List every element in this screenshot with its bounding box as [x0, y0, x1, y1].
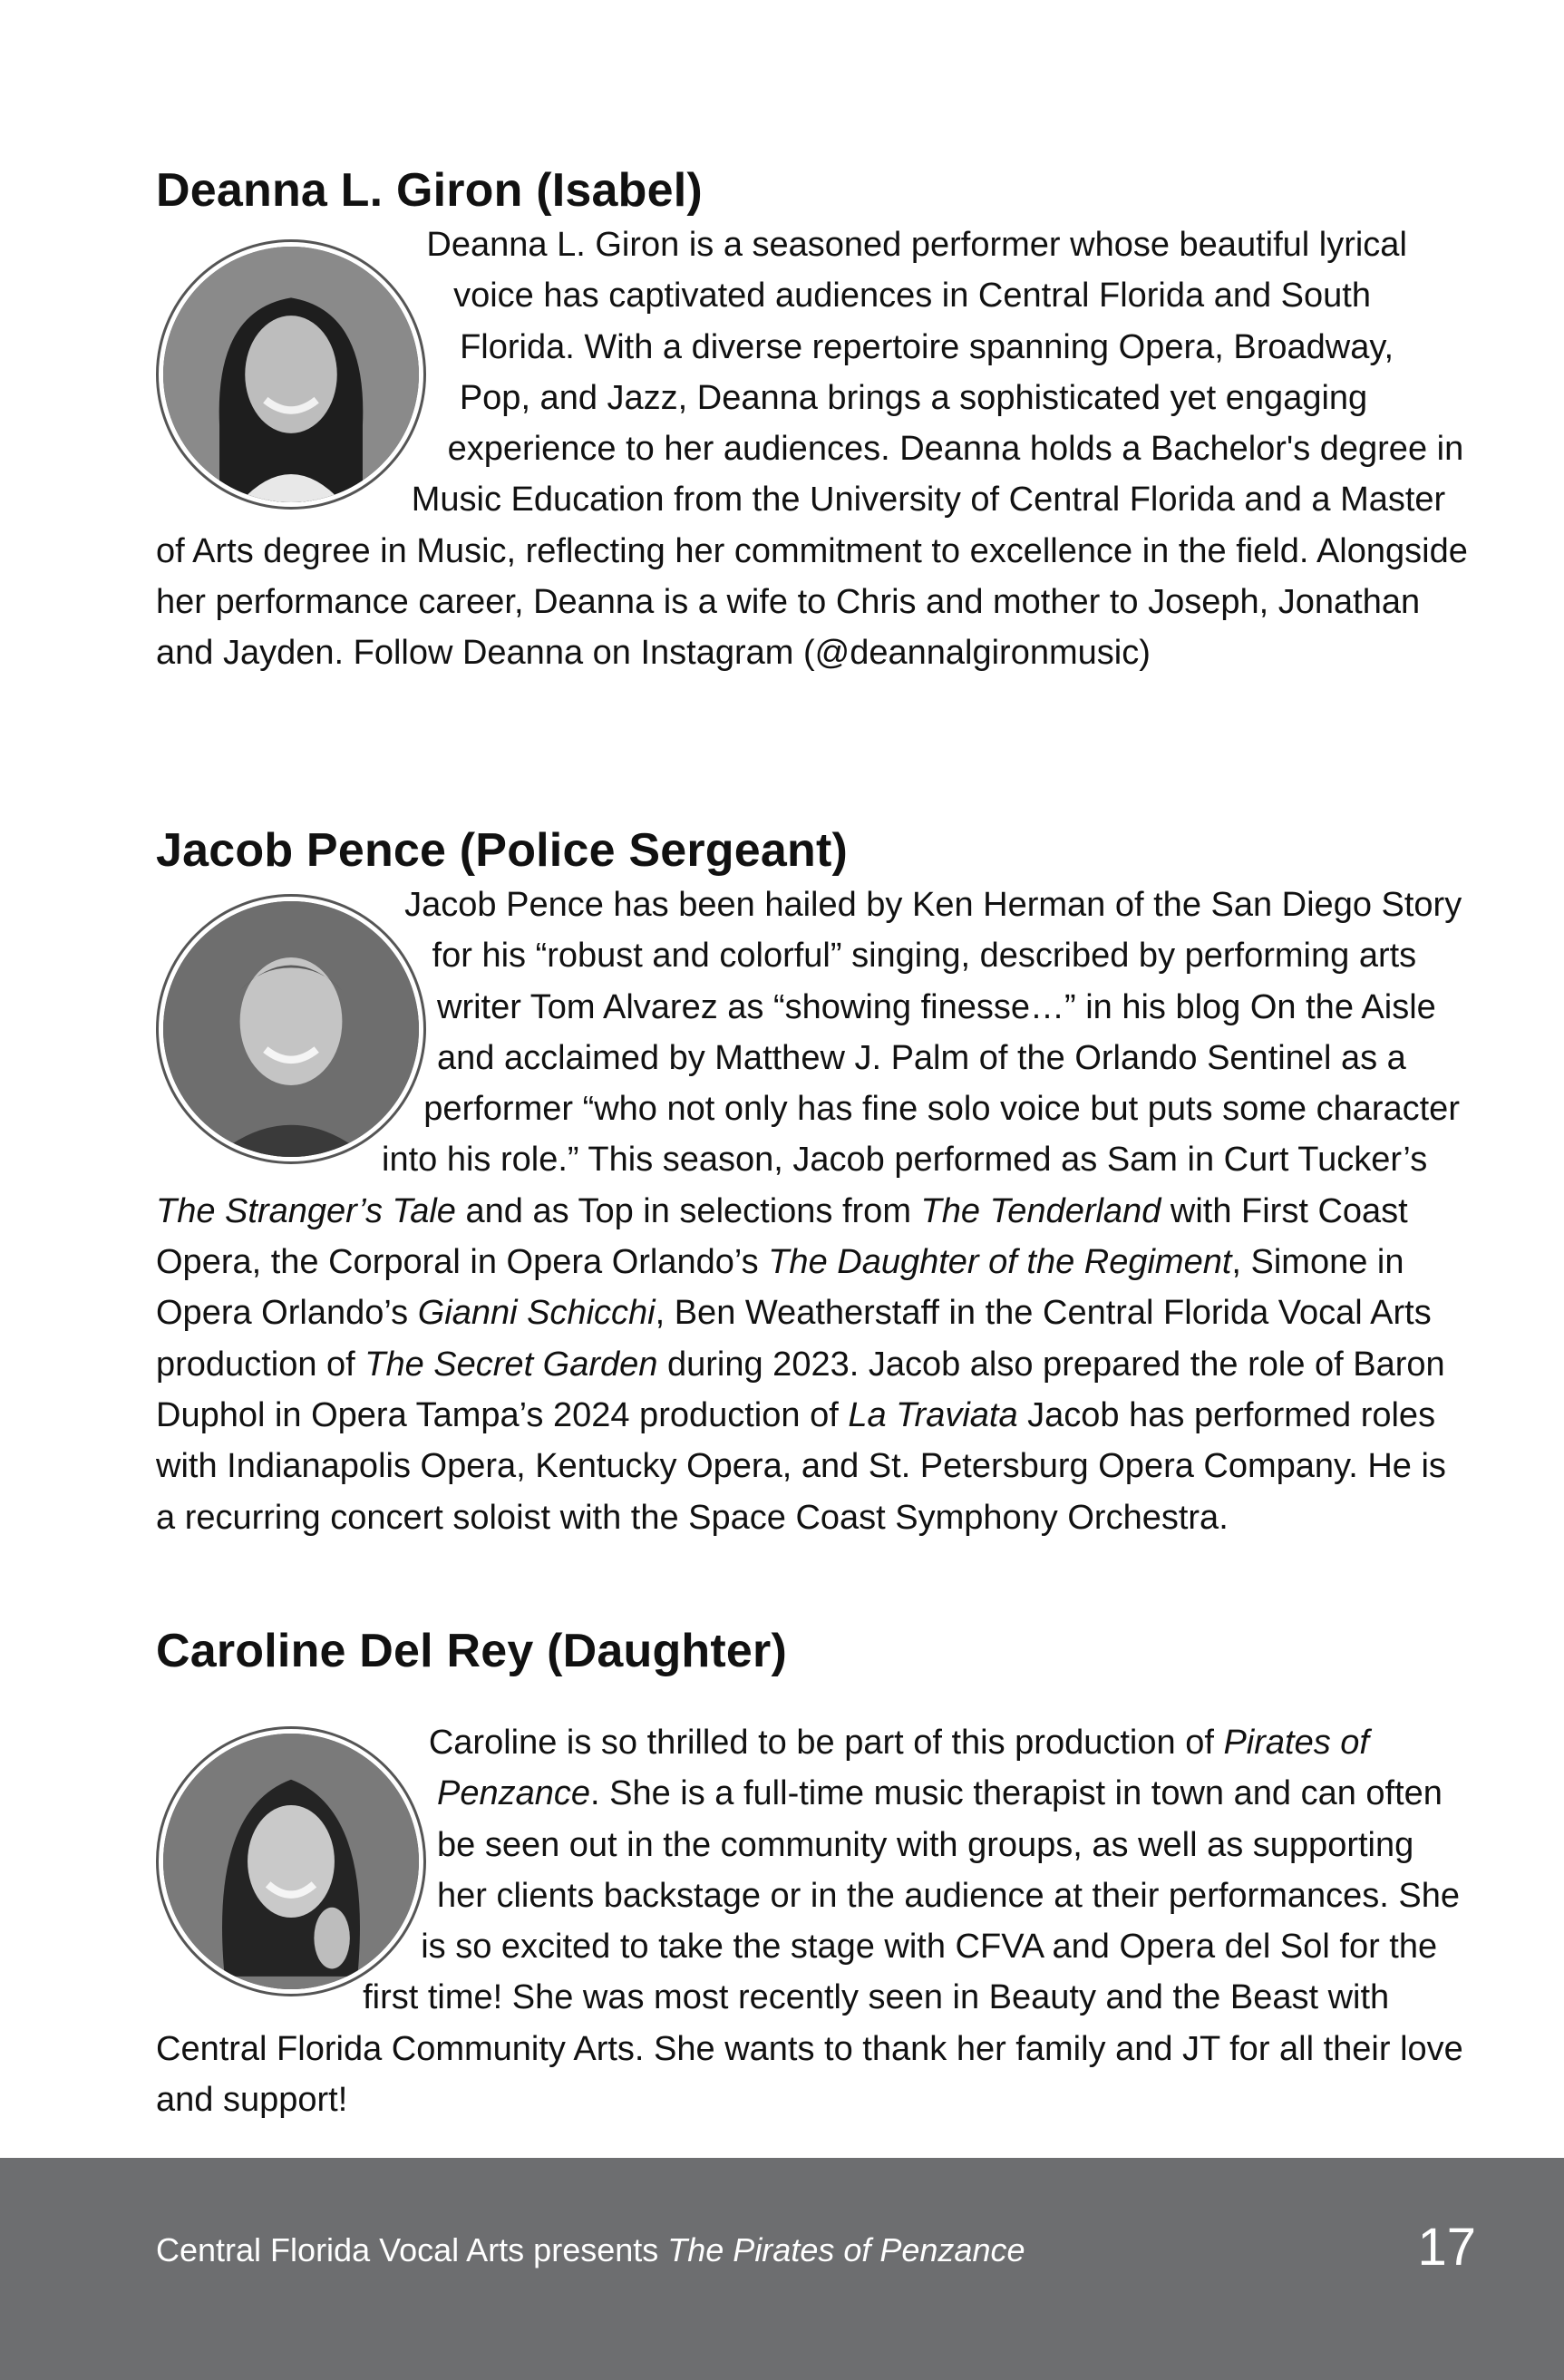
headshot-photo — [156, 1726, 426, 1996]
bio-title-italic: The Secret Garden — [364, 1345, 658, 1384]
bio-text-run: , Ben Weatherstaff in the Central Florida Vocal Arts production of — [156, 1294, 1432, 1384]
production-title: The Pirates of Penzance — [667, 2231, 1025, 2268]
portrait-placeholder-icon — [163, 901, 419, 1157]
page-footer — [0, 2158, 1564, 2380]
person-photo — [163, 247, 419, 502]
bio-title-italic: The Tenderland — [920, 1191, 1161, 1230]
headshot-photo — [156, 894, 426, 1164]
footer-prefix: Central Florida Vocal Arts presents — [156, 2231, 668, 2268]
bio-text-run: Deanna L. Giron is a seasoned performer whose beautiful lyrical voice has captivated audiences in Central Florida and South Florida. With a diverse repertoire spanning Opera, Broadway, Pop, and Jazz, Deanna brings a sophisticated yet engaging experience to her audiences. Deanna holds a Bachelor's degree in Music Education from the University of Central Florida and a Master of Arts degree in Music, reflecting her commitment to excellence in the field. Alongside her performance career, Deanna is a wife to Chris and mother to Joseph, Jonathan and Jayden. Follow Deanna on Instagram (@deannalgironmusic) — [156, 226, 1468, 673]
bio-text-run: . She is a full-time music therapist in town and can often be seen out in the community with groups, as well as supporting her clients backstage or in the audience at their performances. She is so excited to take the stage with CFVA and Opera del Sol for the first time! She was most recently seen in Beauty and the Beast with Central Florida Community Arts. She wants to thank her family and JT for all their love and support! — [156, 1774, 1463, 2120]
headshot-photo — [156, 239, 426, 510]
portrait-placeholder-icon — [163, 1734, 419, 1989]
bio-text-run: with First Coast Opera, the Corporal in Opera Orlando’s — [156, 1191, 1408, 1282]
bio-text-run: Caroline is so thrilled to be part of this production of — [428, 1724, 1224, 1762]
performer-name: Jacob Pence (Police Sergeant) — [156, 824, 848, 877]
footer-credit — [156, 2228, 1025, 2273]
bio-text-run: , Simone in Opera Orlando’s — [156, 1243, 1404, 1333]
performer-name: Deanna L. Giron (Isabel) — [156, 164, 703, 217]
bio-title-italic: The Stranger’s Tale — [156, 1191, 456, 1230]
bio-title-italic: La Traviata — [848, 1395, 1018, 1434]
bio-title-italic: Gianni Schicchi — [417, 1294, 656, 1333]
bio-text-run: and as Top in selections from — [455, 1191, 921, 1230]
bio-text-run: Jacob has performed roles with Indianapolis Opera, Kentucky Opera, and St. Petersburg Opera Company. He is a recurring concert soloist with the Space Coast Symphony Orchestra. — [156, 1395, 1446, 1537]
bio-title-italic: The Daughter of the Regiment — [768, 1243, 1232, 1282]
bio-caroline-del-rey — [156, 1622, 1471, 2125]
person-photo — [163, 901, 419, 1157]
page-number: 17 — [1417, 2218, 1476, 2277]
bio-deanna-giron — [156, 161, 1471, 679]
bio-text-run: during 2023. Jacob also prepared the role of Baron Duphol in Opera Tampa’s 2024 production of — [156, 1345, 1445, 1434]
bio-title-italic: Pirates of Penzance — [437, 1724, 1369, 1813]
bio-jacob-pence — [156, 821, 1471, 1543]
portrait-placeholder-icon — [163, 247, 419, 502]
bio-text-run: Jacob Pence has been hailed by Ken Herman of the San Diego Story for his “robust and colorful” singing, described by performing arts writer Tom Alvarez as “showing finesse…” in his blog On the Aisle and acclaimed by Matthew J. Palm of the Orlando Sentinel as a performer “who not only has fine solo voice but puts some character into his role.” This season, Jacob performed as Sam in Curt Tucker’s — [382, 886, 1462, 1180]
person-photo — [163, 1734, 419, 1989]
performer-name: Caroline Del Rey (Daughter) — [156, 1625, 787, 1677]
